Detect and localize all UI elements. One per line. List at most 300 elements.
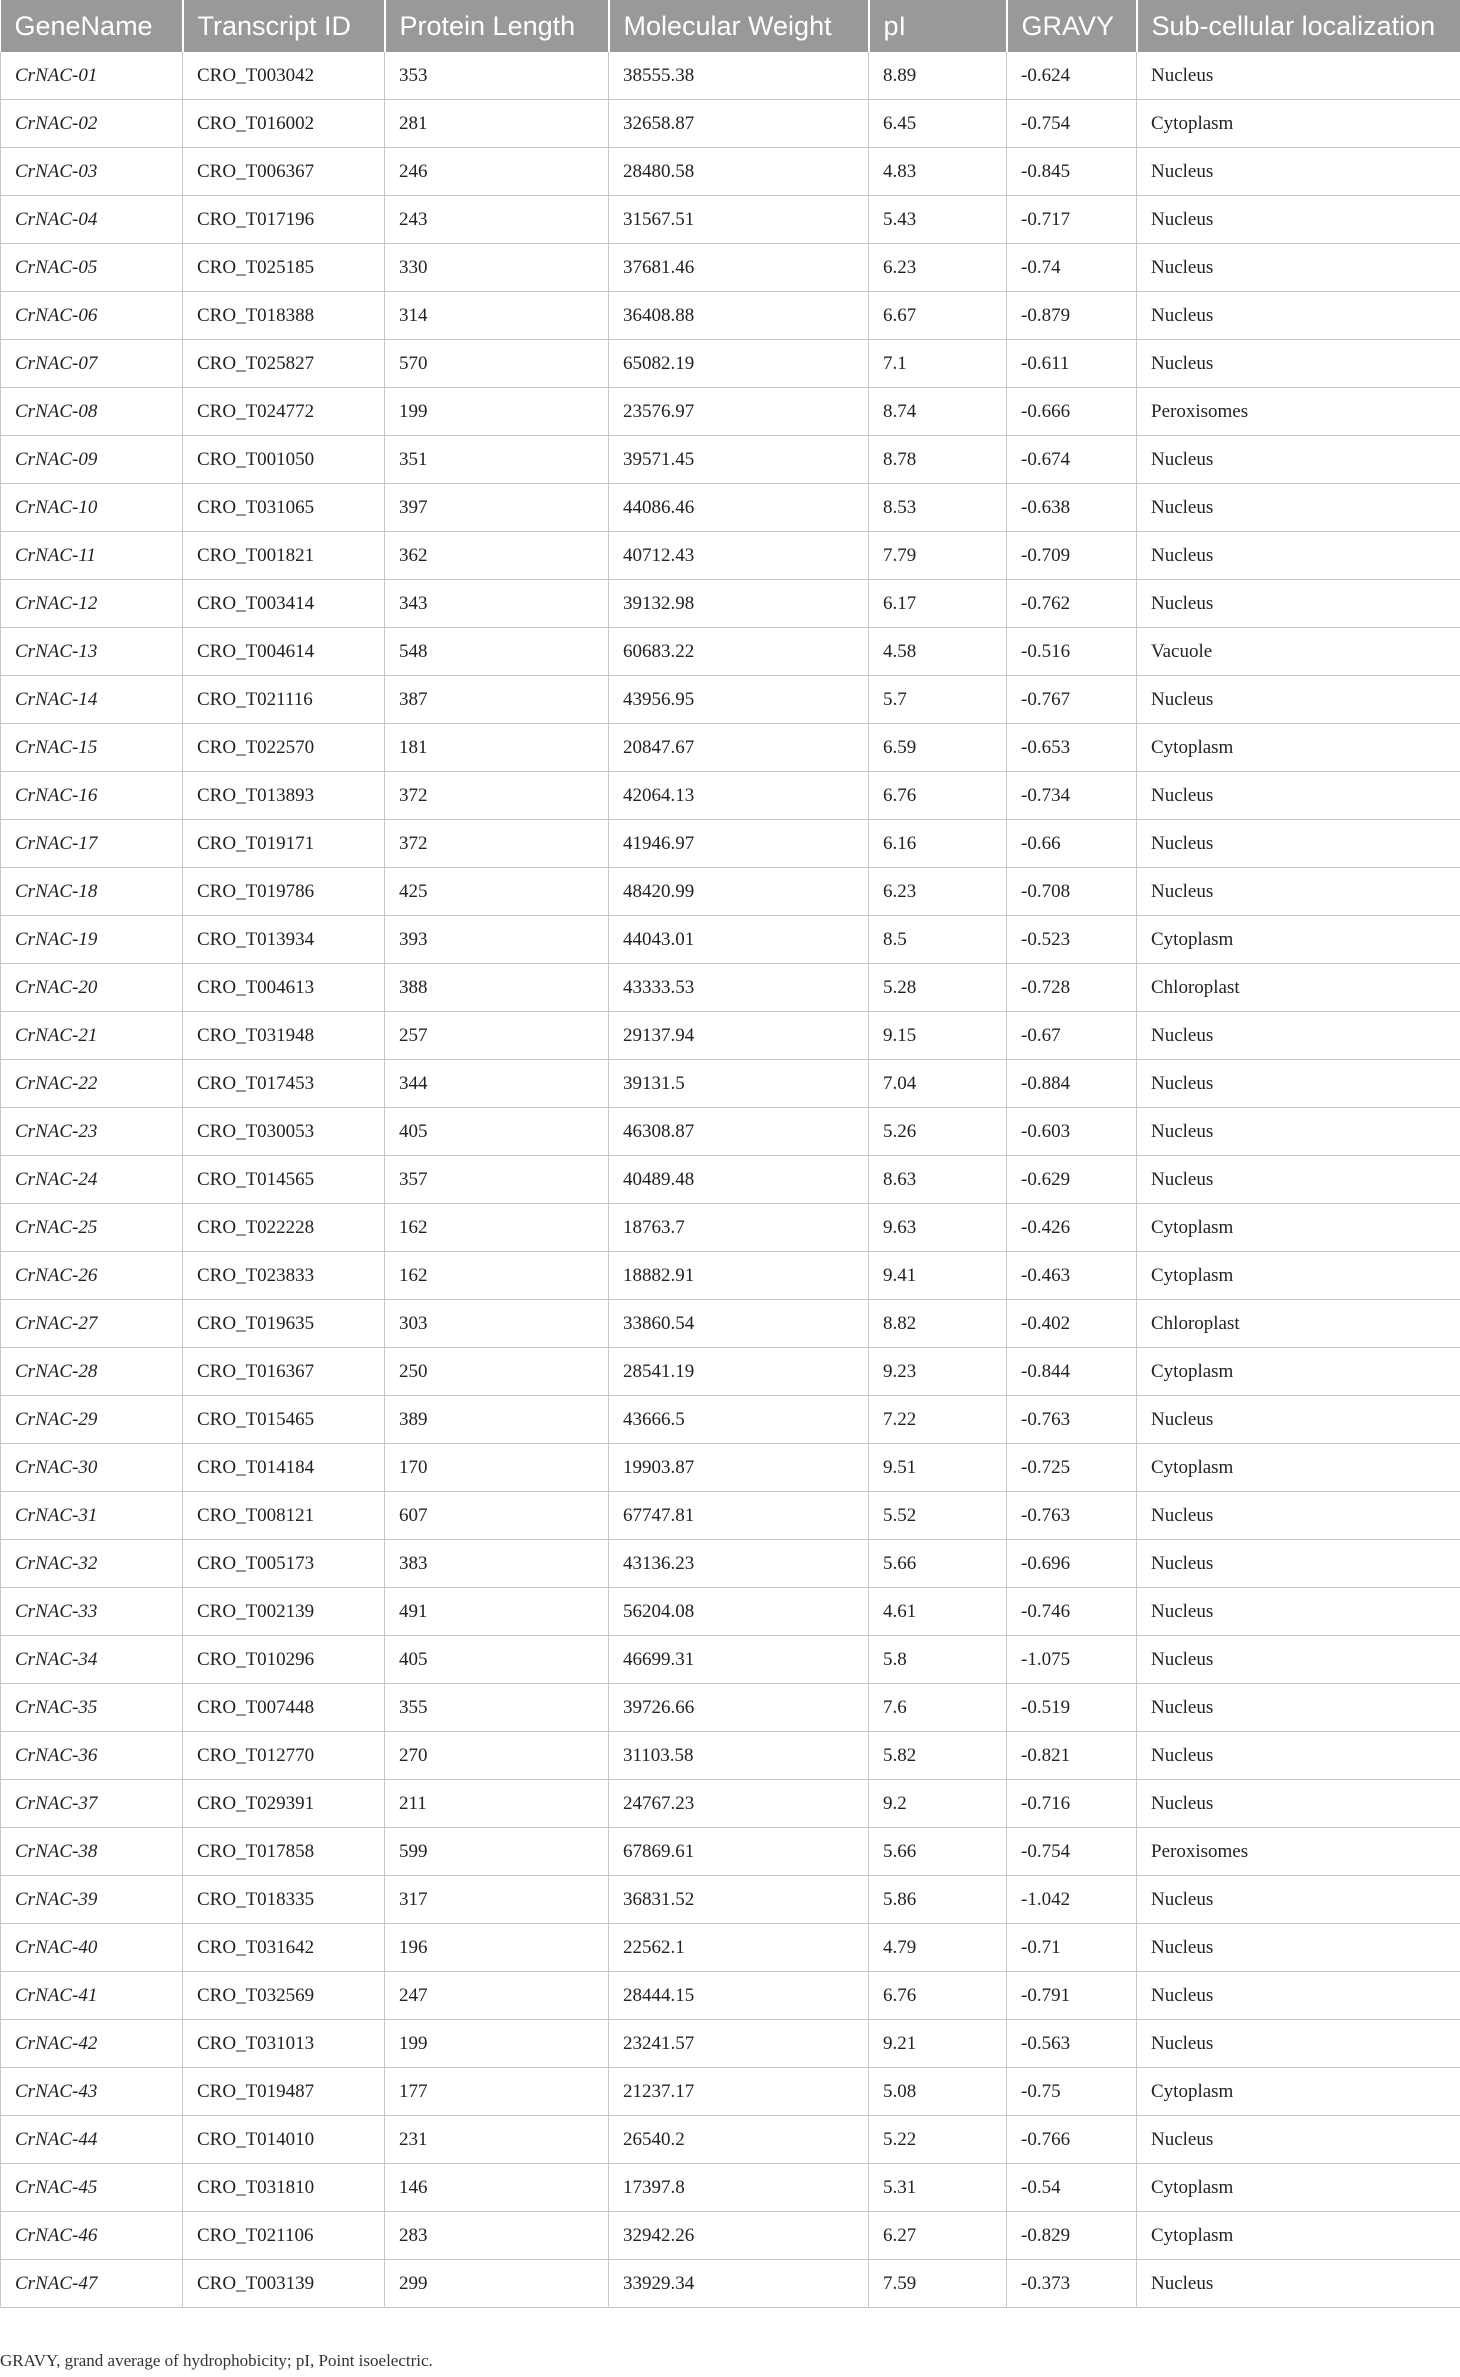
table-footnote: GRAVY, grand average of hydrophobicity; pI, Point isoelectric.	[0, 2351, 433, 2370]
table-row	[1, 2164, 1460, 2212]
cell-protein-length: 383	[385, 1540, 609, 1588]
cell-gene-name: CrNAC-08	[1, 388, 183, 436]
cell-localization: Nucleus	[1137, 436, 1460, 484]
cell-molecular-weight: 41946.97	[609, 820, 869, 868]
cell-localization: Nucleus	[1137, 2260, 1460, 2308]
cell-transcript-id: CRO_T017858	[183, 1828, 385, 1876]
cell-protein-length: 330	[385, 244, 609, 292]
cell-localization: Nucleus	[1137, 676, 1460, 724]
cell-molecular-weight: 65082.19	[609, 340, 869, 388]
cell-localization: Cytoplasm	[1137, 1204, 1460, 1252]
cell-localization: Chloroplast	[1137, 1300, 1460, 1348]
cell-molecular-weight: 67747.81	[609, 1492, 869, 1540]
cell-protein-length: 393	[385, 916, 609, 964]
cell-gene-name: CrNAC-11	[1, 532, 183, 580]
cell-pi: 5.08	[869, 2068, 1007, 2116]
cell-transcript-id: CRO_T029391	[183, 1780, 385, 1828]
cell-molecular-weight: 43136.23	[609, 1540, 869, 1588]
cell-protein-length: 247	[385, 1972, 609, 2020]
cell-pi: 5.7	[869, 676, 1007, 724]
table-row	[1, 1540, 1460, 1588]
cell-localization: Nucleus	[1137, 244, 1460, 292]
cell-localization: Nucleus	[1137, 1396, 1460, 1444]
cell-pi: 7.1	[869, 340, 1007, 388]
cell-protein-length: 162	[385, 1204, 609, 1252]
cell-molecular-weight: 39131.5	[609, 1060, 869, 1108]
table-row	[1, 1588, 1460, 1636]
cell-transcript-id: CRO_T014565	[183, 1156, 385, 1204]
table-row	[1, 580, 1460, 628]
cell-molecular-weight: 18763.7	[609, 1204, 869, 1252]
cell-gene-name: CrNAC-31	[1, 1492, 183, 1540]
cell-gene-name: CrNAC-06	[1, 292, 183, 340]
cell-molecular-weight: 40712.43	[609, 532, 869, 580]
table-row	[1, 1780, 1460, 1828]
table-row	[1, 1492, 1460, 1540]
cell-gravy: -0.603	[1007, 1108, 1137, 1156]
cell-protein-length: 281	[385, 100, 609, 148]
cell-localization: Nucleus	[1137, 532, 1460, 580]
cell-localization: Cytoplasm	[1137, 2068, 1460, 2116]
cell-gravy: -0.653	[1007, 724, 1137, 772]
cell-gene-name: CrNAC-07	[1, 340, 183, 388]
cell-gene-name: CrNAC-46	[1, 2212, 183, 2260]
cell-gravy: -0.754	[1007, 1828, 1137, 1876]
header-gravy: GRAVY	[1007, 0, 1137, 52]
cell-localization: Vacuole	[1137, 628, 1460, 676]
cell-transcript-id: CRO_T032569	[183, 1972, 385, 2020]
cell-molecular-weight: 28541.19	[609, 1348, 869, 1396]
cell-protein-length: 351	[385, 436, 609, 484]
cell-transcript-id: CRO_T004614	[183, 628, 385, 676]
cell-protein-length: 314	[385, 292, 609, 340]
cell-gene-name: CrNAC-03	[1, 148, 183, 196]
cell-localization: Nucleus	[1137, 1492, 1460, 1540]
cell-protein-length: 344	[385, 1060, 609, 1108]
cell-gene-name: CrNAC-22	[1, 1060, 183, 1108]
cell-protein-length: 387	[385, 676, 609, 724]
cell-pi: 6.59	[869, 724, 1007, 772]
cell-localization: Nucleus	[1137, 580, 1460, 628]
cell-protein-length: 491	[385, 1588, 609, 1636]
cell-pi: 9.23	[869, 1348, 1007, 1396]
cell-gravy: -0.75	[1007, 2068, 1137, 2116]
cell-molecular-weight: 23241.57	[609, 2020, 869, 2068]
table-row	[1, 1060, 1460, 1108]
cell-transcript-id: CRO_T008121	[183, 1492, 385, 1540]
cell-localization: Cytoplasm	[1137, 2212, 1460, 2260]
cell-protein-length: 425	[385, 868, 609, 916]
cell-gravy: -0.402	[1007, 1300, 1137, 1348]
cell-transcript-id: CRO_T002139	[183, 1588, 385, 1636]
cell-molecular-weight: 43956.95	[609, 676, 869, 724]
cell-transcript-id: CRO_T018335	[183, 1876, 385, 1924]
cell-pi: 4.61	[869, 1588, 1007, 1636]
cell-transcript-id: CRO_T031065	[183, 484, 385, 532]
cell-pi: 8.74	[869, 388, 1007, 436]
cell-pi: 6.16	[869, 820, 1007, 868]
cell-molecular-weight: 31103.58	[609, 1732, 869, 1780]
cell-gravy: -0.728	[1007, 964, 1137, 1012]
table-row	[1, 388, 1460, 436]
cell-protein-length: 389	[385, 1396, 609, 1444]
cell-localization: Cytoplasm	[1137, 1348, 1460, 1396]
cell-protein-length: 372	[385, 820, 609, 868]
table-row	[1, 484, 1460, 532]
cell-protein-length: 177	[385, 2068, 609, 2116]
cell-transcript-id: CRO_T016002	[183, 100, 385, 148]
cell-gravy: -0.67	[1007, 1012, 1137, 1060]
cell-pi: 5.22	[869, 2116, 1007, 2164]
cell-pi: 7.6	[869, 1684, 1007, 1732]
cell-localization: Nucleus	[1137, 1060, 1460, 1108]
cell-molecular-weight: 67869.61	[609, 1828, 869, 1876]
cell-gene-name: CrNAC-21	[1, 1012, 183, 1060]
cell-localization: Nucleus	[1137, 1876, 1460, 1924]
cell-transcript-id: CRO_T006367	[183, 148, 385, 196]
cell-gene-name: CrNAC-29	[1, 1396, 183, 1444]
cell-protein-length: 270	[385, 1732, 609, 1780]
cell-gene-name: CrNAC-04	[1, 196, 183, 244]
table-row	[1, 2020, 1460, 2068]
table-body	[1, 52, 1460, 2308]
cell-localization: Nucleus	[1137, 340, 1460, 388]
cell-gene-name: CrNAC-37	[1, 1780, 183, 1828]
cell-gravy: -0.725	[1007, 1444, 1137, 1492]
table-row	[1, 820, 1460, 868]
cell-localization: Peroxisomes	[1137, 388, 1460, 436]
cell-protein-length: 181	[385, 724, 609, 772]
cell-localization: Nucleus	[1137, 1156, 1460, 1204]
table-row	[1, 1444, 1460, 1492]
table-row	[1, 724, 1460, 772]
cell-transcript-id: CRO_T017453	[183, 1060, 385, 1108]
cell-protein-length: 397	[385, 484, 609, 532]
cell-gravy: -0.66	[1007, 820, 1137, 868]
cell-localization: Nucleus	[1137, 484, 1460, 532]
cell-localization: Nucleus	[1137, 820, 1460, 868]
cell-molecular-weight: 32658.87	[609, 100, 869, 148]
table-row	[1, 52, 1460, 100]
cell-gene-name: CrNAC-16	[1, 772, 183, 820]
cell-gene-name: CrNAC-26	[1, 1252, 183, 1300]
table-row	[1, 1204, 1460, 1252]
cell-transcript-id: CRO_T025185	[183, 244, 385, 292]
cell-gene-name: CrNAC-42	[1, 2020, 183, 2068]
cell-pi: 6.45	[869, 100, 1007, 148]
cell-gravy: -0.821	[1007, 1732, 1137, 1780]
cell-molecular-weight: 22562.1	[609, 1924, 869, 1972]
cell-transcript-id: CRO_T023833	[183, 1252, 385, 1300]
cell-protein-length: 405	[385, 1636, 609, 1684]
cell-transcript-id: CRO_T013893	[183, 772, 385, 820]
cell-transcript-id: CRO_T004613	[183, 964, 385, 1012]
cell-molecular-weight: 28480.58	[609, 148, 869, 196]
table-row	[1, 772, 1460, 820]
table-row	[1, 1828, 1460, 1876]
cell-pi: 5.86	[869, 1876, 1007, 1924]
cell-localization: Cytoplasm	[1137, 1444, 1460, 1492]
cell-gene-name: CrNAC-12	[1, 580, 183, 628]
cell-gravy: -0.674	[1007, 436, 1137, 484]
table-row	[1, 2260, 1460, 2308]
cell-molecular-weight: 36408.88	[609, 292, 869, 340]
cell-protein-length: 170	[385, 1444, 609, 1492]
cell-gravy: -0.611	[1007, 340, 1137, 388]
cell-gene-name: CrNAC-38	[1, 1828, 183, 1876]
cell-gravy: -0.624	[1007, 52, 1137, 100]
table-row	[1, 2116, 1460, 2164]
cell-transcript-id: CRO_T019171	[183, 820, 385, 868]
cell-molecular-weight: 38555.38	[609, 52, 869, 100]
cell-gene-name: CrNAC-45	[1, 2164, 183, 2212]
table-row	[1, 868, 1460, 916]
cell-gravy: -0.791	[1007, 1972, 1137, 2020]
cell-gravy: -0.763	[1007, 1492, 1137, 1540]
cell-pi: 8.78	[869, 436, 1007, 484]
cell-gravy: -0.373	[1007, 2260, 1137, 2308]
table-row	[1, 1252, 1460, 1300]
cell-protein-length: 146	[385, 2164, 609, 2212]
cell-pi: 8.53	[869, 484, 1007, 532]
cell-pi: 9.51	[869, 1444, 1007, 1492]
cell-transcript-id: CRO_T024772	[183, 388, 385, 436]
cell-transcript-id: CRO_T012770	[183, 1732, 385, 1780]
cell-gravy: -0.519	[1007, 1684, 1137, 1732]
table-row	[1, 2212, 1460, 2260]
cell-gene-name: CrNAC-19	[1, 916, 183, 964]
cell-pi: 9.21	[869, 2020, 1007, 2068]
cell-molecular-weight: 21237.17	[609, 2068, 869, 2116]
table-row	[1, 1108, 1460, 1156]
cell-gravy: -0.74	[1007, 244, 1137, 292]
cell-localization: Nucleus	[1137, 292, 1460, 340]
cell-localization: Nucleus	[1137, 2116, 1460, 2164]
cell-protein-length: 405	[385, 1108, 609, 1156]
cell-gene-name: CrNAC-23	[1, 1108, 183, 1156]
cell-molecular-weight: 26540.2	[609, 2116, 869, 2164]
cell-pi: 6.17	[869, 580, 1007, 628]
cell-pi: 6.27	[869, 2212, 1007, 2260]
cell-molecular-weight: 48420.99	[609, 868, 869, 916]
cell-transcript-id: CRO_T022228	[183, 1204, 385, 1252]
cell-localization: Nucleus	[1137, 148, 1460, 196]
cell-gravy: -1.042	[1007, 1876, 1137, 1924]
cell-transcript-id: CRO_T019487	[183, 2068, 385, 2116]
cell-transcript-id: CRO_T016367	[183, 1348, 385, 1396]
table-row	[1, 100, 1460, 148]
cell-gravy: -0.766	[1007, 2116, 1137, 2164]
cell-protein-length: 211	[385, 1780, 609, 1828]
cell-transcript-id: CRO_T031948	[183, 1012, 385, 1060]
cell-gene-name: CrNAC-47	[1, 2260, 183, 2308]
cell-pi: 8.89	[869, 52, 1007, 100]
cell-protein-length: 317	[385, 1876, 609, 1924]
table-row	[1, 1012, 1460, 1060]
cell-pi: 9.41	[869, 1252, 1007, 1300]
cell-pi: 4.79	[869, 1924, 1007, 1972]
cell-transcript-id: CRO_T022570	[183, 724, 385, 772]
cell-localization: Nucleus	[1137, 1588, 1460, 1636]
cell-gene-name: CrNAC-15	[1, 724, 183, 772]
cell-protein-length: 372	[385, 772, 609, 820]
cell-transcript-id: CRO_T015465	[183, 1396, 385, 1444]
cell-molecular-weight: 40489.48	[609, 1156, 869, 1204]
table-row	[1, 292, 1460, 340]
cell-protein-length: 548	[385, 628, 609, 676]
cell-protein-length: 162	[385, 1252, 609, 1300]
cell-transcript-id: CRO_T030053	[183, 1108, 385, 1156]
cell-localization: Nucleus	[1137, 868, 1460, 916]
cell-gene-name: CrNAC-39	[1, 1876, 183, 1924]
cell-gene-name: CrNAC-17	[1, 820, 183, 868]
cell-molecular-weight: 23576.97	[609, 388, 869, 436]
table-header-row	[1, 0, 1460, 52]
cell-localization: Nucleus	[1137, 772, 1460, 820]
cell-gravy: -0.426	[1007, 1204, 1137, 1252]
cell-transcript-id: CRO_T031013	[183, 2020, 385, 2068]
cell-pi: 6.23	[869, 868, 1007, 916]
cell-localization: Cytoplasm	[1137, 2164, 1460, 2212]
cell-molecular-weight: 39132.98	[609, 580, 869, 628]
cell-molecular-weight: 43333.53	[609, 964, 869, 1012]
table-row	[1, 340, 1460, 388]
cell-transcript-id: CRO_T007448	[183, 1684, 385, 1732]
table-row	[1, 244, 1460, 292]
cell-gene-name: CrNAC-24	[1, 1156, 183, 1204]
cell-transcript-id: CRO_T013934	[183, 916, 385, 964]
cell-pi: 4.58	[869, 628, 1007, 676]
cell-molecular-weight: 36831.52	[609, 1876, 869, 1924]
cell-molecular-weight: 44043.01	[609, 916, 869, 964]
table-row	[1, 916, 1460, 964]
cell-pi: 9.63	[869, 1204, 1007, 1252]
cell-pi: 7.04	[869, 1060, 1007, 1108]
cell-gene-name: CrNAC-40	[1, 1924, 183, 1972]
cell-localization: Nucleus	[1137, 2020, 1460, 2068]
cell-transcript-id: CRO_T014010	[183, 2116, 385, 2164]
table-row	[1, 1972, 1460, 2020]
cell-gravy: -0.717	[1007, 196, 1137, 244]
cell-protein-length: 357	[385, 1156, 609, 1204]
cell-gene-name: CrNAC-32	[1, 1540, 183, 1588]
table-row	[1, 1684, 1460, 1732]
cell-molecular-weight: 37681.46	[609, 244, 869, 292]
cell-gene-name: CrNAC-36	[1, 1732, 183, 1780]
cell-transcript-id: CRO_T031810	[183, 2164, 385, 2212]
cell-gravy: -1.075	[1007, 1636, 1137, 1684]
cell-gravy: -0.767	[1007, 676, 1137, 724]
cell-gene-name: CrNAC-10	[1, 484, 183, 532]
cell-transcript-id: CRO_T025827	[183, 340, 385, 388]
cell-gene-name: CrNAC-14	[1, 676, 183, 724]
cell-transcript-id: CRO_T018388	[183, 292, 385, 340]
cell-protein-length: 299	[385, 2260, 609, 2308]
cell-molecular-weight: 20847.67	[609, 724, 869, 772]
table-row	[1, 1636, 1460, 1684]
header-molecular-weight: Molecular Weight	[609, 0, 869, 52]
cell-transcript-id: CRO_T001821	[183, 532, 385, 580]
cell-localization: Cytoplasm	[1137, 100, 1460, 148]
header-subcellular-localization: Sub-cellular localization	[1137, 0, 1460, 52]
cell-gene-name: CrNAC-13	[1, 628, 183, 676]
cell-gravy: -0.754	[1007, 100, 1137, 148]
table-row	[1, 1396, 1460, 1444]
cell-gravy: -0.463	[1007, 1252, 1137, 1300]
cell-transcript-id: CRO_T014184	[183, 1444, 385, 1492]
cell-gravy: -0.516	[1007, 628, 1137, 676]
cell-gravy: -0.844	[1007, 1348, 1137, 1396]
cell-protein-length: 303	[385, 1300, 609, 1348]
cell-protein-length: 353	[385, 52, 609, 100]
cell-molecular-weight: 33860.54	[609, 1300, 869, 1348]
cell-gravy: -0.763	[1007, 1396, 1137, 1444]
cell-molecular-weight: 31567.51	[609, 196, 869, 244]
cell-molecular-weight: 56204.08	[609, 1588, 869, 1636]
cell-pi: 7.59	[869, 2260, 1007, 2308]
cell-molecular-weight: 44086.46	[609, 484, 869, 532]
cell-gravy: -0.708	[1007, 868, 1137, 916]
cell-molecular-weight: 29137.94	[609, 1012, 869, 1060]
cell-protein-length: 362	[385, 532, 609, 580]
table-row	[1, 676, 1460, 724]
cell-pi: 5.31	[869, 2164, 1007, 2212]
table-row	[1, 628, 1460, 676]
cell-molecular-weight: 32942.26	[609, 2212, 869, 2260]
cell-transcript-id: CRO_T021116	[183, 676, 385, 724]
cell-gene-name: CrNAC-33	[1, 1588, 183, 1636]
cell-gene-name: CrNAC-09	[1, 436, 183, 484]
cell-molecular-weight: 39571.45	[609, 436, 869, 484]
header-protein-length: Protein Length	[385, 0, 609, 52]
cell-gene-name: CrNAC-25	[1, 1204, 183, 1252]
cell-molecular-weight: 19903.87	[609, 1444, 869, 1492]
cell-molecular-weight: 42064.13	[609, 772, 869, 820]
cell-protein-length: 243	[385, 196, 609, 244]
cell-gravy: -0.629	[1007, 1156, 1137, 1204]
cell-protein-length: 257	[385, 1012, 609, 1060]
table-row	[1, 2068, 1460, 2116]
cell-localization: Nucleus	[1137, 1108, 1460, 1156]
cell-localization: Cytoplasm	[1137, 1252, 1460, 1300]
cell-gravy: -0.734	[1007, 772, 1137, 820]
cell-gene-name: CrNAC-18	[1, 868, 183, 916]
cell-protein-length: 250	[385, 1348, 609, 1396]
cell-localization: Nucleus	[1137, 1684, 1460, 1732]
cell-pi: 5.66	[869, 1540, 1007, 1588]
cell-pi: 6.67	[869, 292, 1007, 340]
cell-molecular-weight: 43666.5	[609, 1396, 869, 1444]
cell-transcript-id: CRO_T021106	[183, 2212, 385, 2260]
cell-pi: 9.2	[869, 1780, 1007, 1828]
table-row	[1, 436, 1460, 484]
table-row	[1, 196, 1460, 244]
cell-gene-name: CrNAC-05	[1, 244, 183, 292]
cell-gravy: -0.666	[1007, 388, 1137, 436]
cell-gravy: -0.638	[1007, 484, 1137, 532]
cell-molecular-weight: 24767.23	[609, 1780, 869, 1828]
cell-localization: Nucleus	[1137, 1972, 1460, 2020]
cell-gene-name: CrNAC-34	[1, 1636, 183, 1684]
cell-transcript-id: CRO_T010296	[183, 1636, 385, 1684]
header-transcript-id: Transcript ID	[183, 0, 385, 52]
table-row	[1, 1924, 1460, 1972]
cell-pi: 5.52	[869, 1492, 1007, 1540]
cell-pi: 5.66	[869, 1828, 1007, 1876]
cell-pi: 6.23	[869, 244, 1007, 292]
cell-gravy: -0.709	[1007, 532, 1137, 580]
cell-transcript-id: CRO_T019635	[183, 1300, 385, 1348]
